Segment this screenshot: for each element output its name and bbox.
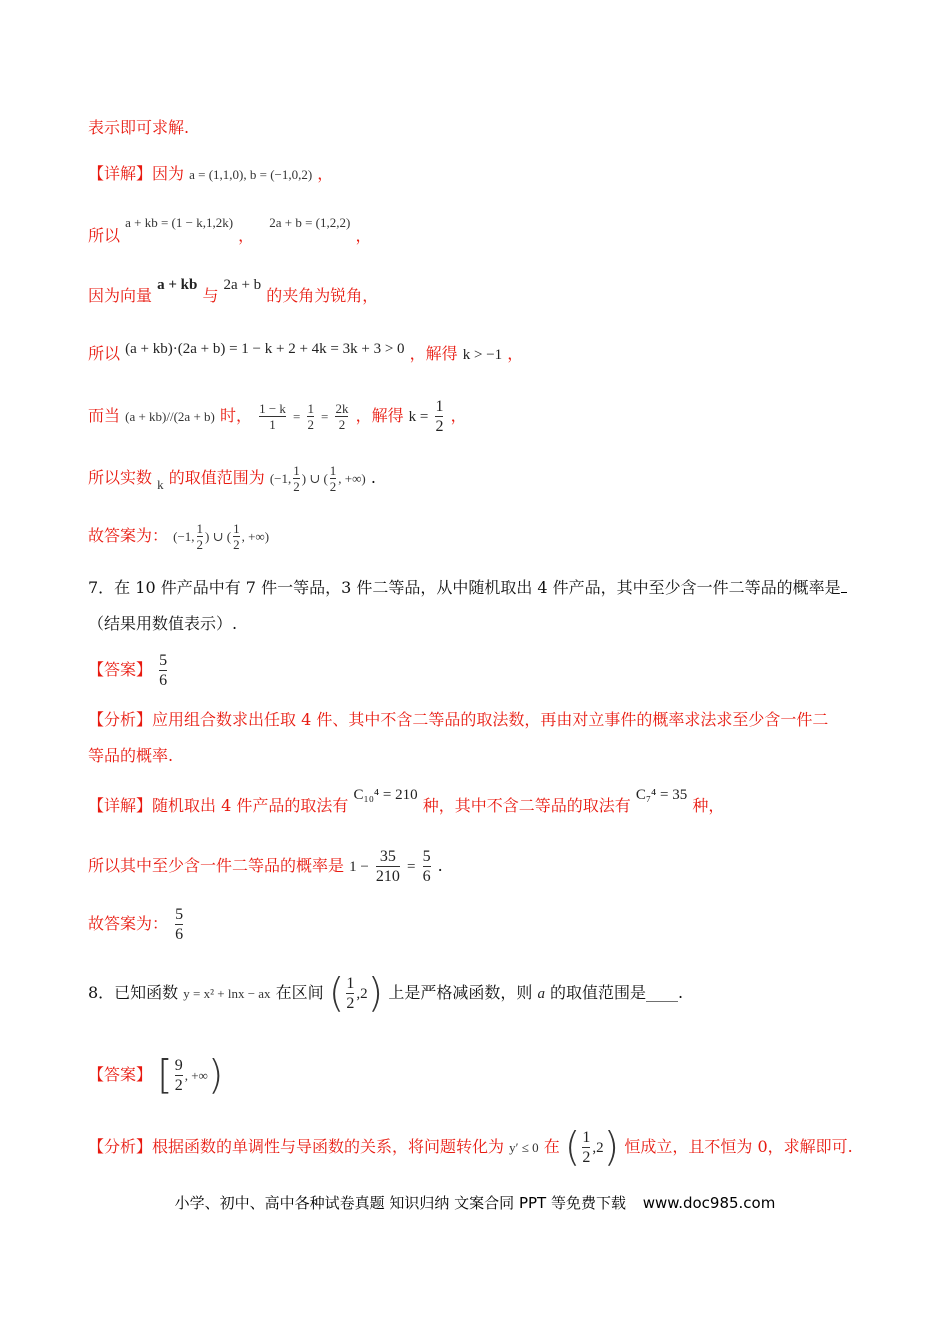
result-tag: 故答案为：: [88, 914, 169, 933]
detail-text: 种，其中不含二等品的取法有: [422, 796, 631, 815]
fraction: [335, 401, 348, 432]
analysis-7: [88, 708, 828, 732]
fraction: [582, 1128, 590, 1167]
question-text: 8．已知函数: [88, 983, 179, 1002]
math-variable: a: [537, 986, 545, 1002]
detail-7-cont: [88, 844, 443, 889]
footer-link[interactable]: www.doc985.com: [642, 1194, 776, 1212]
right-paren: ): [367, 970, 384, 1017]
punct: .: [370, 468, 376, 487]
question-text: 上是严格减函数，则: [388, 983, 533, 1002]
answer-tag: 【答案】: [88, 660, 153, 679]
math-expression: , +∞): [241, 529, 270, 544]
left-paren: (: [564, 1124, 581, 1171]
math-expression: (a + kb)·(2a + b) = 1 − k + 2 + 4k = 3k + 3 > 0: [125, 341, 405, 357]
punct: ，: [355, 226, 372, 245]
fraction: [175, 1056, 183, 1095]
text: ，: [507, 344, 524, 363]
solution-text: [88, 116, 189, 140]
math-expression: 2a + b = (1,2,2): [269, 215, 351, 230]
fraction: [307, 401, 314, 432]
math-expression: C₁₀⁴ = 210: [353, 787, 418, 803]
question-8: [88, 968, 683, 1019]
left-paren: (: [328, 970, 345, 1017]
numerator: 35: [379, 848, 396, 865]
numerator: 2k: [335, 401, 349, 416]
text: 而当: [88, 406, 121, 425]
detail-line: [88, 277, 379, 309]
detail-tag: 【详解】因为: [88, 164, 185, 183]
result-7: [88, 902, 185, 946]
math-expression: (−1,: [269, 471, 292, 486]
denominator: 2: [233, 537, 240, 552]
math-expression: , +∞): [338, 471, 366, 486]
fraction: [175, 905, 183, 944]
math-expression: , +∞: [184, 1068, 208, 1083]
analysis-text: 【分析】应用组合数求出任取 4 件、其中不含二等品的取法数，再由对立事件的概率求法求至少含一件二: [88, 710, 829, 729]
question-7: [88, 576, 847, 600]
fraction: [197, 521, 204, 552]
numerator: 1: [233, 521, 240, 536]
text: 所以: [88, 226, 121, 245]
analysis-text: 等品的概率.: [88, 746, 174, 765]
analysis-8: [88, 1122, 853, 1173]
page-footer: [0, 1192, 950, 1213]
question-7-cont: [88, 612, 237, 636]
numerator: 5: [422, 848, 431, 865]
right-paren: ): [603, 1124, 620, 1171]
fraction: [293, 463, 300, 494]
question-text: 在区间: [275, 983, 324, 1002]
numerator: 1: [196, 521, 204, 536]
punct: ，: [450, 406, 467, 425]
text: 的取值范围为: [168, 468, 265, 487]
text: ，解得: [409, 344, 458, 363]
analysis-7-cont: [88, 744, 173, 768]
denominator: 6: [175, 926, 184, 943]
numerator: 1: [346, 975, 355, 992]
detail-line: [88, 342, 523, 367]
right-paren: ): [207, 1052, 224, 1099]
analysis-text: 【分析】根据函数的单调性与导函数的关系，将问题转化为: [88, 1137, 505, 1156]
detail-line: [88, 162, 333, 187]
numerator: 9: [174, 1057, 183, 1074]
punct: ，: [317, 164, 334, 183]
denominator: 2: [307, 417, 314, 432]
question-text: （结果用数值表示）.: [88, 614, 238, 633]
math-expression: a + kb: [157, 277, 198, 293]
punct: ，: [238, 226, 255, 245]
fraction: [159, 651, 167, 690]
math-expression: y = x² + lnx − ax: [183, 986, 271, 1001]
detail-text: 所以其中至少含一件二等品的概率是: [88, 856, 345, 875]
denominator: 1: [269, 417, 276, 432]
denominator: 6: [422, 868, 431, 885]
math-expression: (a + kb)//(2a + b): [125, 409, 215, 424]
fraction: [330, 463, 337, 494]
denominator: 6: [159, 672, 168, 689]
numerator: 1: [435, 398, 444, 415]
question-text: 的取值范围是____.: [550, 983, 684, 1002]
fraction: [233, 521, 240, 552]
text: 因为向量: [88, 286, 153, 305]
numerator: 1: [582, 1129, 591, 1146]
denominator: 2: [435, 418, 444, 435]
numerator: 5: [175, 906, 184, 923]
math-expression: k =: [408, 409, 429, 425]
equals: =: [321, 409, 329, 424]
text: 的夹角为锐角，: [266, 286, 379, 305]
detail-7: [88, 787, 725, 819]
math-expression: ,2: [356, 986, 368, 1002]
left-bracket: [: [157, 1052, 173, 1099]
detail-text: 种，: [692, 796, 725, 815]
answer-8: [88, 1050, 223, 1101]
denominator: 2: [293, 479, 300, 494]
result-tag: 故答案为：: [88, 526, 169, 545]
math-expression: C₇⁴ = 35: [635, 787, 688, 803]
footer-text: 小学、初中、高中各种试卷真题 知识归纳 文案合同 PPT 等免费下载: [174, 1194, 626, 1212]
numerator: 1 − k: [259, 401, 286, 416]
punct: .: [437, 856, 443, 875]
answer-7: [88, 648, 169, 692]
math-variable: k: [157, 477, 164, 492]
math-expression: a + kb = (1 − k,1,2k): [125, 215, 234, 230]
detail-line: [88, 396, 467, 437]
denominator: 210: [375, 868, 400, 885]
fraction: [376, 847, 400, 886]
math-expression: 2a + b: [223, 277, 262, 293]
math-expression: k > −1: [462, 347, 503, 363]
math-expression: ) ∪ (: [301, 471, 328, 486]
result-line: [88, 516, 269, 557]
equals: =: [407, 859, 416, 875]
numerator: 1: [307, 401, 314, 416]
denominator: 2: [338, 417, 346, 432]
math-expression: (−1,: [173, 529, 195, 544]
denominator: 2: [346, 995, 355, 1012]
math-expression: ) ∪ (: [205, 529, 232, 544]
math-expression: a = (1,1,0), b = (−1,0,2): [189, 167, 313, 182]
analysis-text: 恒成立，且不恒为 0，求解即可.: [624, 1137, 853, 1156]
math-expression: y′ ≤ 0: [509, 1140, 539, 1155]
text: 所以: [88, 344, 121, 363]
denominator: 2: [329, 479, 337, 494]
math-expression: ,2: [592, 1140, 604, 1156]
equals: =: [293, 409, 301, 424]
denominator: 2: [582, 1149, 591, 1166]
detail-line: [88, 215, 372, 249]
fraction: [346, 974, 354, 1013]
detail-line: [88, 458, 376, 499]
answer-blank: [841, 578, 847, 593]
detail-text: 【详解】随机取出 4 件产品的取法有: [88, 796, 349, 815]
numerator: 5: [159, 652, 168, 669]
analysis-text: 在: [543, 1137, 560, 1156]
question-text: 7．在 10 件产品中有 7 件一等品，3 件二等品，从中随机取出 4 件产品，其中至少含一件二等品的概率是: [88, 578, 841, 597]
math-expression: 1 −: [349, 859, 369, 875]
text: 时，: [219, 406, 252, 425]
denominator: 2: [196, 537, 204, 552]
text: 表示即可求解.: [88, 118, 190, 137]
fraction: [423, 847, 431, 886]
text: 所以实数: [88, 468, 153, 487]
fraction: [259, 401, 286, 432]
fraction: [435, 397, 443, 436]
numerator: 1: [293, 463, 300, 478]
answer-tag: 【答案】: [88, 1065, 153, 1084]
numerator: 1: [329, 463, 337, 478]
denominator: 2: [174, 1077, 183, 1094]
text: 与: [202, 286, 219, 305]
text: ，解得: [355, 406, 404, 425]
